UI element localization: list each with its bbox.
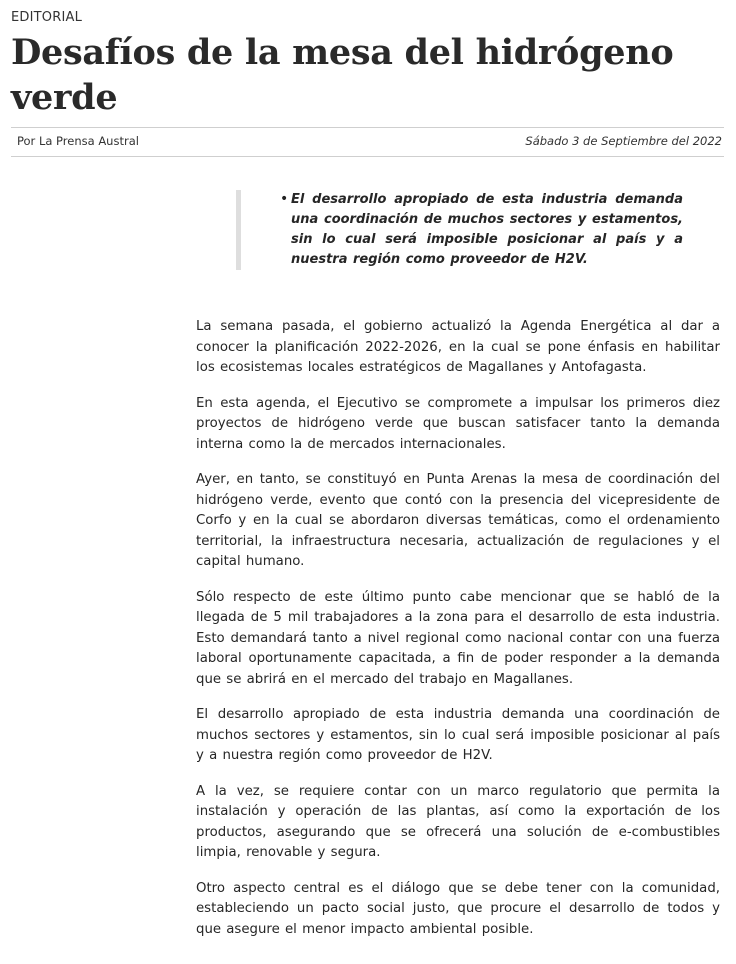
- byline: Por La Prensa Austral: [17, 134, 139, 148]
- headline: Desafíos de la mesa del hidrógeno verde: [11, 32, 674, 118]
- paragraph: A la vez, se requiere contar con un marco regulatorio que permita la instalación y operación de las plantas, así como la exportación de los productos, asegurando que se ofrecerá una solución de e-combustibles limpia, renovable y segura.: [196, 783, 720, 860]
- paragraph: Ayer, en tanto, se constituyó en Punta Arenas la mesa de coordinación del hidrógeno verde, evento que contó con la presencia del vicepresidente de Corfo y en la cual se abordaron diversas temáticas, como el ordenamiento territorial, la infraestructura necesaria, actualización de regulaciones y el capital humano.: [196, 472, 720, 569]
- pull-quote: [236, 190, 682, 270]
- paragraph: Sólo respecto de este último punto cabe mencionar que se habló de la llegada de 5 mil trabajadores a la zona para el desarrollo de esta industria. Esto demandará tanto a nivel regional como nacional contar con una fuerza laboral oportunamente capacitada, a fin de poder responder a la demanda que se abrirá en el mercado del trabajo en Magallanes.: [196, 589, 720, 687]
- paragraph: La semana pasada, el gobierno actualizó la Agenda Energética al dar a conocer la planificación 2022-2026, en la cual se pone énfasis en habilitar los ecosistemas locales estratégicos de Magallanes y Antofagasta.: [196, 319, 720, 375]
- byline-bar: [11, 127, 724, 157]
- paragraph: En esta agenda, el Ejecutivo se compromete a impulsar los primeros diez proyectos de hidrógeno verde que buscan satisfacer tanto la demanda interna como la de mercados internacionales.: [196, 395, 720, 452]
- bullet-icon: •: [280, 191, 289, 207]
- publish-date: Sábado 3 de Septiembre del 2022: [525, 134, 722, 148]
- article-body: [196, 317, 720, 955]
- pull-quote-text: El desarrollo apropiado de esta industria demanda una coordinación de muchos sectores y estamentos, sin lo cual será imposible posicionar al país y a nuestra región como proveedor de H2V.: [291, 192, 683, 267]
- section-label: EDITORIAL: [11, 10, 83, 25]
- paragraph: Otro aspecto central es el diálogo que se debe tener con la comunidad, estableciendo un pacto social justo, que procure el desarrollo de todos y que asegure el menor impacto ambiental posible.: [196, 880, 720, 937]
- paragraph: El desarrollo apropiado de esta industria demanda una coordinación de muchos sectores y estamentos, sin lo cual será imposible posicionar al país y a nuestra región como proveedor de H2V.: [196, 707, 720, 763]
